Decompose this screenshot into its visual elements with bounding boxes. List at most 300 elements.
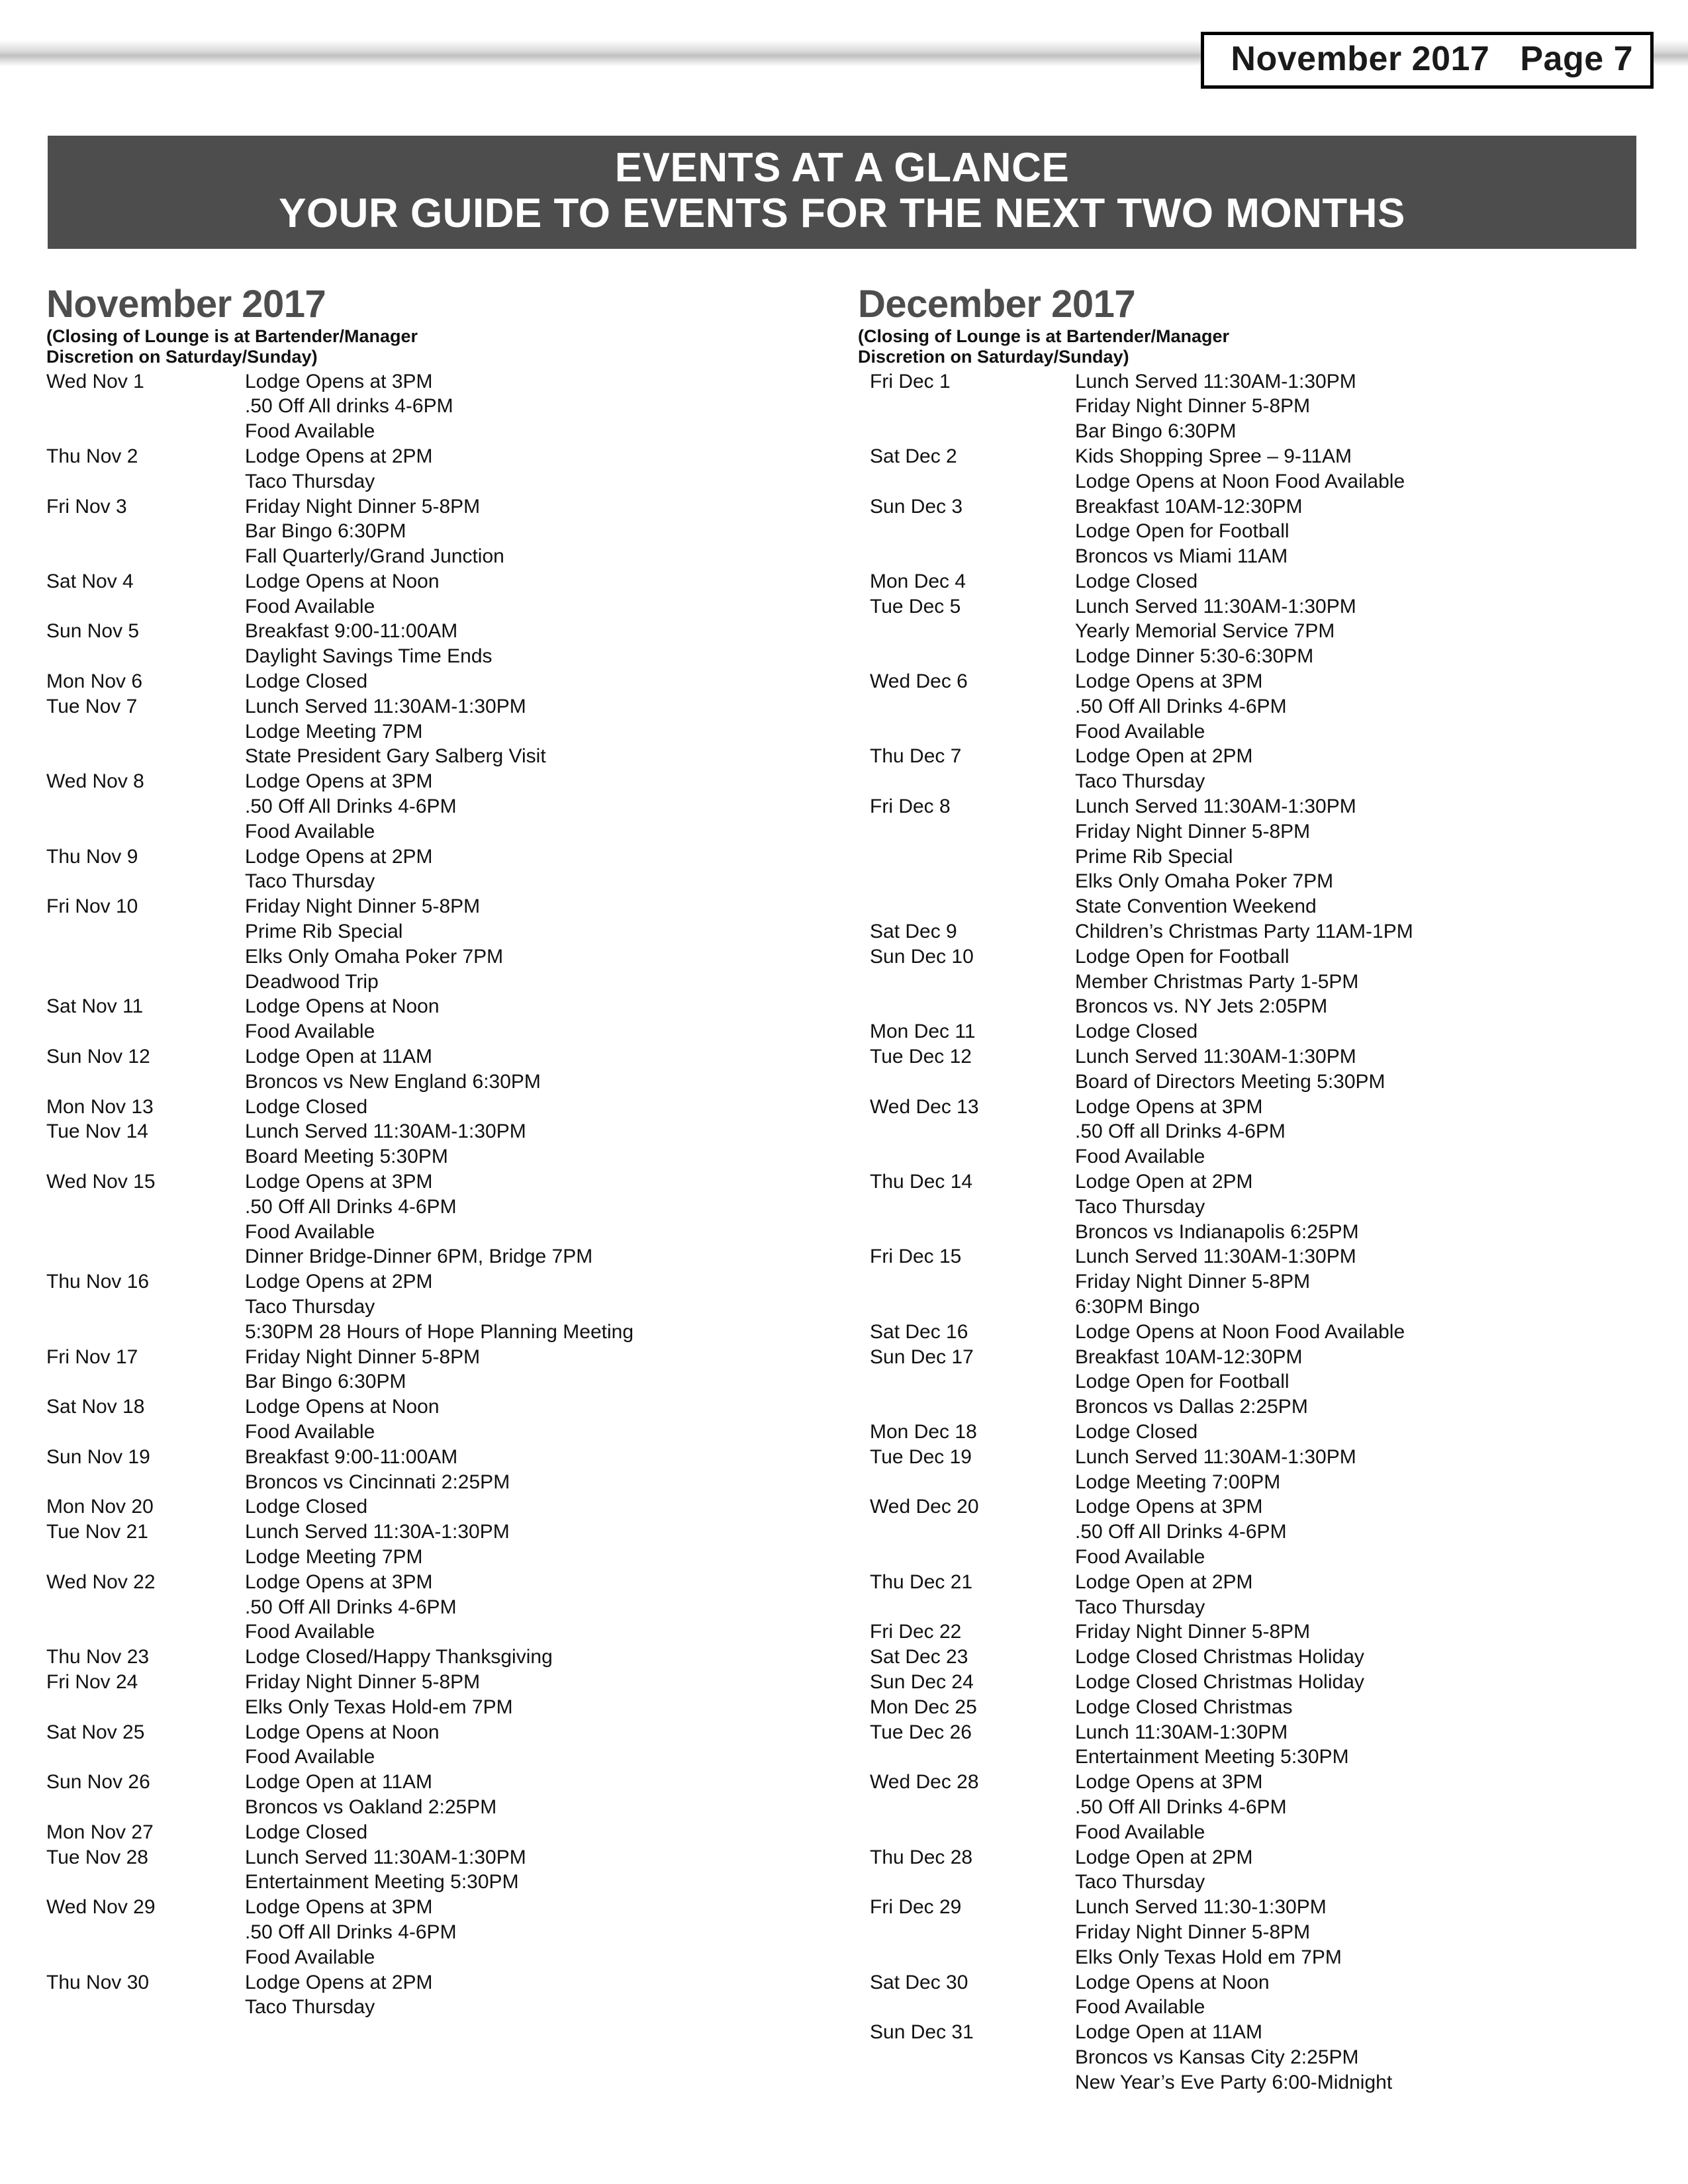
day-events: [1075, 494, 1646, 569]
day-events: [1075, 744, 1646, 794]
event-item: Lodge Opens at 3PM: [245, 370, 433, 392]
day-events: [1075, 1619, 1646, 1645]
day-events: [1075, 594, 1646, 669]
event-item: Friday Night Dinner 5-8PM: [1075, 395, 1311, 418]
event-item: Lodge Closed/Happy Thanksgiving: [245, 1646, 553, 1668]
day-label: Sat Nov 4: [46, 570, 134, 592]
day-events: [245, 1520, 834, 1570]
event-item: Lodge Opens at 2PM: [245, 445, 433, 467]
day-events: [1075, 569, 1646, 594]
schedule-row: [46, 1520, 834, 1570]
event-item: Food Available: [1075, 720, 1205, 743]
event-item: Lunch Served 11:30AM-1:30PM: [1075, 796, 1356, 818]
day-label: Tue Nov 21: [46, 1521, 148, 1543]
event-item: 6:30PM Bingo: [1075, 1296, 1200, 1318]
schedule-row: [858, 1970, 1646, 2021]
day-events: [1075, 1420, 1646, 1445]
day-label: Sat Nov 11: [46, 995, 144, 1018]
event-item: .50 Off All drinks 4-6PM: [245, 395, 453, 418]
event-item: Lodge Closed: [1075, 1021, 1198, 1043]
day-events: [1075, 1244, 1646, 1319]
day-label: Fri Dec 15: [870, 1246, 962, 1268]
day-events: [245, 1494, 834, 1520]
event-item: Friday Night Dinner 5-8PM: [245, 1345, 481, 1368]
event-item: Fall Quarterly/Grand Junction: [245, 545, 504, 568]
schedule-row: [46, 1095, 834, 1120]
day-events: [1075, 1445, 1646, 1495]
event-item: Elks Only Omaha Poker 7PM: [245, 945, 504, 968]
schedule-row: [858, 1095, 1646, 1169]
schedule-row: [858, 494, 1646, 569]
event-item: Lodge Closed: [1075, 1420, 1198, 1443]
schedule-row: [46, 1169, 834, 1269]
event-item: Dinner Bridge-Dinner 6PM, Bridge 7PM: [245, 1246, 593, 1268]
event-item: Food Available: [245, 420, 375, 443]
column-december: [858, 285, 1646, 2095]
day-label: Sun Nov 26: [46, 1771, 150, 1794]
day-events: [1075, 1845, 1646, 1895]
schedule-row: [858, 1770, 1646, 1844]
schedule-row: [46, 1970, 834, 2021]
event-item: Lodge Opens at 3PM: [1075, 1496, 1263, 1518]
schedule-row: [858, 1345, 1646, 1420]
day-events: [1075, 1345, 1646, 1420]
day-events: [245, 1720, 834, 1770]
event-item: Lodge Opens at Noon: [245, 1396, 440, 1418]
day-label: Fri Nov 3: [46, 495, 127, 518]
schedule-row: [858, 1320, 1646, 1345]
day-label: Fri Nov 10: [46, 895, 138, 918]
event-item: Lodge Open at 2PM: [1075, 745, 1253, 768]
event-item: Friday Night Dinner 5-8PM: [245, 895, 481, 918]
event-item: Lodge Closed Christmas Holiday: [1075, 1646, 1364, 1668]
day-events: [245, 1169, 834, 1269]
event-item: Lodge Open at 11AM: [245, 1046, 432, 1068]
header-month-year: November 2017: [1231, 40, 1490, 78]
day-events: [1075, 1320, 1646, 1345]
schedule-row: [858, 569, 1646, 594]
day-events: [245, 1770, 834, 1820]
day-label: Thu Dec 21: [870, 1570, 973, 1593]
note-line-1: (Closing of Lounge is at Bartender/Manager: [858, 326, 1230, 346]
event-item: State Convention Weekend: [1075, 895, 1317, 918]
day-events: [245, 1119, 834, 1169]
day-events: [245, 369, 834, 444]
event-item: Food Available: [1075, 1821, 1205, 1843]
day-label: Mon Dec 25: [870, 1696, 977, 1718]
event-item: Bar Bingo 6:30PM: [245, 1371, 406, 1393]
event-item: Elks Only Texas Hold-em 7PM: [245, 1696, 513, 1718]
event-item: Friday Night Dinner 5-8PM: [1075, 820, 1311, 842]
banner-title: EVENTS AT A GLANCE: [614, 145, 1070, 191]
event-item: Children’s Christmas Party 11AM-1PM: [1075, 921, 1413, 943]
event-item: Lodge Open at 2PM: [1075, 1171, 1253, 1193]
event-item: Taco Thursday: [245, 1296, 375, 1318]
day-label: Wed Nov 1: [46, 370, 144, 392]
event-item: Lunch Served 11:30AM-1:30PM: [1075, 1445, 1356, 1468]
event-item: .50 Off All Drinks 4-6PM: [1075, 695, 1287, 717]
day-label: Sat Dec 2: [870, 445, 957, 467]
day-label: Sun Dec 31: [870, 2021, 974, 2044]
event-item: New Year’s Eve Party 6:00-Midnight: [1075, 2071, 1393, 2093]
event-item: Lunch Served 11:30-1:30PM: [1075, 1896, 1327, 1919]
day-label: Tue Dec 19: [870, 1445, 972, 1468]
day-events: [245, 619, 834, 669]
day-events: [245, 669, 834, 694]
day-label: Tue Dec 5: [870, 595, 961, 617]
event-item: .50 Off All Drinks 4-6PM: [245, 1921, 457, 1943]
schedule-row: [858, 919, 1646, 944]
day-label: Thu Nov 16: [46, 1271, 150, 1293]
event-item: Lunch Served 11:30AM-1:30PM: [1075, 595, 1356, 617]
day-label: Wed Dec 20: [870, 1496, 979, 1518]
event-item: Lodge Opens at 2PM: [245, 845, 433, 868]
schedule-table-december: [858, 369, 1646, 2095]
schedule-row: [858, 444, 1646, 494]
schedule-row: [858, 1420, 1646, 1445]
day-events: [245, 1895, 834, 1970]
schedule-row: [46, 1269, 834, 1344]
event-item: Broncos vs New England 6:30PM: [245, 1070, 541, 1093]
day-label: Mon Nov 6: [46, 670, 143, 693]
event-item: Lodge Opens at Noon: [1075, 1971, 1270, 1993]
event-item: Food Available: [245, 1746, 375, 1768]
schedule-row: [858, 1619, 1646, 1645]
event-item: Lodge Opens at 3PM: [245, 1896, 433, 1919]
event-item: Bar Bingo 6:30PM: [1075, 420, 1237, 443]
day-events: [245, 1044, 834, 1095]
day-label: Wed Dec 13: [870, 1095, 979, 1118]
day-events: [1075, 1895, 1646, 1970]
schedule-row: [46, 444, 834, 494]
day-events: [245, 1845, 834, 1895]
banner-subtitle: YOUR GUIDE TO EVENTS FOR THE NEXT TWO MONTHS: [279, 191, 1405, 237]
day-events: [245, 1394, 834, 1445]
day-events: [245, 1570, 834, 1645]
day-label: Sat Dec 23: [870, 1646, 968, 1668]
schedule-row: [858, 1445, 1646, 1495]
day-label: Wed Nov 15: [46, 1171, 156, 1193]
event-item: Board Meeting 5:30PM: [245, 1146, 448, 1168]
event-item: Food Available: [1075, 1545, 1205, 1568]
schedule-row: [46, 619, 834, 669]
event-item: Lodge Open at 2PM: [1075, 1846, 1253, 1868]
day-label: Sun Dec 10: [870, 945, 974, 968]
day-events: [1075, 369, 1646, 444]
schedule-row: [46, 1445, 834, 1495]
event-item: Lodge Opens at 3PM: [1075, 670, 1263, 693]
event-item: Lodge Closed: [245, 1821, 368, 1843]
day-label: Sun Nov 5: [46, 620, 140, 643]
event-item: State President Gary Salberg Visit: [245, 745, 546, 768]
event-item: Lodge Opens at Noon Food Available: [1075, 1320, 1405, 1343]
day-label: Wed Dec 28: [870, 1771, 979, 1794]
event-item: Taco Thursday: [1075, 1596, 1205, 1618]
event-item: .50 Off All Drinks 4-6PM: [1075, 1521, 1287, 1543]
event-item: Lodge Opens at 3PM: [1075, 1771, 1263, 1794]
event-item: Entertainment Meeting 5:30PM: [245, 1871, 519, 1893]
schedule-row: [46, 1044, 834, 1095]
schedule-row: [46, 1645, 834, 1670]
day-events: [1075, 794, 1646, 919]
event-item: Bar Bingo 6:30PM: [245, 520, 406, 543]
event-item: Prime Rib Special: [1075, 845, 1233, 868]
event-item: Lodge Meeting 7:00PM: [1075, 1471, 1281, 1493]
event-item: Lodge Closed: [245, 1095, 368, 1118]
event-item: Lodge Open at 2PM: [1075, 1570, 1253, 1593]
event-item: Lodge Open for Football: [1075, 945, 1289, 968]
event-item: Lodge Opens at 2PM: [245, 1271, 433, 1293]
day-events: [1075, 1770, 1646, 1844]
day-events: [1075, 1720, 1646, 1770]
schedule-row: [46, 1570, 834, 1645]
event-item: Lodge Closed: [1075, 570, 1198, 592]
day-label: Thu Nov 30: [46, 1971, 150, 1993]
day-label: Thu Nov 23: [46, 1646, 150, 1668]
day-label: Thu Dec 14: [870, 1171, 973, 1193]
day-events: [1075, 944, 1646, 1019]
day-events: [245, 1970, 834, 2021]
event-item: Lunch Served 11:30AM-1:30PM: [1075, 1246, 1356, 1268]
schedule-row: [858, 1720, 1646, 1770]
event-item: Lunch Served 11:30AM-1:30PM: [245, 695, 526, 717]
day-events: [245, 894, 834, 994]
day-label: Wed Nov 22: [46, 1570, 156, 1593]
day-label: Sun Dec 24: [870, 1670, 974, 1693]
event-item: 5:30PM 28 Hours of Hope Planning Meeting: [245, 1320, 634, 1343]
event-item: .50 Off All Drinks 4-6PM: [1075, 1796, 1287, 1818]
event-item: Lodge Open at 11AM: [245, 1771, 432, 1794]
day-events: [1075, 1670, 1646, 1695]
event-item: Food Available: [245, 1621, 375, 1643]
day-label: Tue Nov 28: [46, 1846, 148, 1868]
schedule-table-november: [46, 369, 834, 2021]
event-item: Breakfast 9:00-11:00AM: [245, 1445, 458, 1468]
event-item: Broncos vs. NY Jets 2:05PM: [1075, 995, 1328, 1018]
schedule-row: [46, 369, 834, 444]
schedule-row: [858, 1244, 1646, 1319]
schedule-row: [858, 794, 1646, 919]
schedule-row: [858, 669, 1646, 744]
schedule-row: [46, 1895, 834, 1970]
event-item: Lunch Served 11:30AM-1:30PM: [1075, 1046, 1356, 1068]
event-item: Lodge Opens at 2PM: [245, 1971, 433, 1993]
day-label: Fri Nov 24: [46, 1670, 138, 1693]
event-item: Elks Only Omaha Poker 7PM: [1075, 870, 1334, 893]
event-item: Board of Directors Meeting 5:30PM: [1075, 1070, 1385, 1093]
event-item: Food Available: [245, 1220, 375, 1243]
event-item: Breakfast 10AM-12:30PM: [1075, 1345, 1303, 1368]
header-page-number: Page 7: [1520, 40, 1633, 78]
day-events: [1075, 1494, 1646, 1569]
event-item: Broncos vs Indianapolis 6:25PM: [1075, 1220, 1359, 1243]
schedule-body-november: [46, 369, 834, 2021]
calendar-columns: [46, 285, 1648, 2095]
column-title-november: November 2017: [46, 283, 326, 326]
day-label: Tue Nov 7: [46, 695, 138, 717]
day-events: [1075, 1695, 1646, 1720]
event-item: Elks Only Texas Hold em 7PM: [1075, 1946, 1342, 1968]
schedule-row: [858, 1670, 1646, 1695]
schedule-row: [858, 369, 1646, 444]
schedule-row: [46, 1820, 834, 1845]
schedule-row: [46, 1494, 834, 1520]
event-item: Lodge Closed: [245, 1496, 368, 1518]
day-label: Fri Dec 1: [870, 370, 951, 392]
column-november: [46, 285, 834, 2095]
schedule-row: [46, 1119, 834, 1169]
day-label: Fri Dec 8: [870, 796, 951, 818]
day-label: Sat Dec 9: [870, 921, 957, 943]
event-item: Lodge Meeting 7PM: [245, 1545, 423, 1568]
event-item: Taco Thursday: [245, 470, 375, 492]
schedule-row: [46, 1670, 834, 1720]
day-label: Wed Dec 6: [870, 670, 968, 693]
event-item: Food Available: [245, 1420, 375, 1443]
page-header-tag: [1201, 32, 1654, 89]
event-item: Deadwood Trip: [245, 970, 379, 993]
event-item: .50 Off All Drinks 4-6PM: [245, 1596, 457, 1618]
event-item: Taco Thursday: [1075, 1195, 1205, 1218]
event-item: Broncos vs Miami 11AM: [1075, 545, 1288, 568]
event-item: Taco Thursday: [1075, 1871, 1205, 1893]
day-events: [245, 1345, 834, 1395]
schedule-row: [46, 894, 834, 994]
event-item: Lodge Closed Christmas: [1075, 1696, 1293, 1718]
event-item: .50 Off All Drinks 4-6PM: [245, 796, 457, 818]
event-item: Lodge Opens at Noon Food Available: [1075, 470, 1405, 492]
schedule-row: [46, 669, 834, 694]
day-events: [1075, 1169, 1646, 1244]
day-events: [245, 994, 834, 1044]
day-label: Fri Nov 17: [46, 1345, 138, 1368]
day-label: Mon Nov 13: [46, 1095, 154, 1118]
schedule-row: [46, 1845, 834, 1895]
day-events: [245, 444, 834, 494]
note-line-1: (Closing of Lounge is at Bartender/Manager: [46, 326, 418, 346]
event-item: .50 Off all Drinks 4-6PM: [1075, 1120, 1286, 1143]
day-events: [245, 1445, 834, 1495]
schedule-row: [858, 1494, 1646, 1569]
day-label: Mon Nov 27: [46, 1821, 154, 1843]
day-events: [1075, 1570, 1646, 1620]
column-note-november: [46, 326, 834, 368]
day-label: Sat Dec 16: [870, 1320, 968, 1343]
day-label: Mon Nov 20: [46, 1496, 154, 1518]
day-events: [245, 769, 834, 844]
day-label: Tue Nov 14: [46, 1120, 148, 1143]
event-item: Lodge Open for Football: [1075, 520, 1289, 543]
schedule-body-december: [858, 369, 1646, 2095]
day-events: [1075, 2020, 1646, 2095]
event-item: Lodge Open at 11AM: [1075, 2021, 1262, 2044]
event-item: Friday Night Dinner 5-8PM: [1075, 1271, 1311, 1293]
day-label: Thu Dec 28: [870, 1846, 973, 1868]
day-label: Thu Nov 9: [46, 845, 138, 868]
day-label: Fri Dec 22: [870, 1621, 962, 1643]
day-events: [245, 694, 834, 769]
note-line-2: Discretion on Saturday/Sunday): [46, 347, 318, 367]
event-item: Lodge Opens at 3PM: [1075, 1095, 1263, 1118]
day-label: Sun Nov 19: [46, 1445, 150, 1468]
event-item: Breakfast 10AM-12:30PM: [1075, 495, 1303, 518]
column-title-december: December 2017: [858, 283, 1136, 326]
schedule-row: [46, 1345, 834, 1395]
schedule-row: [858, 1845, 1646, 1895]
schedule-row: [46, 494, 834, 569]
event-item: Food Available: [1075, 1996, 1205, 2019]
schedule-row: [46, 994, 834, 1044]
schedule-row: [858, 744, 1646, 794]
day-label: Sat Nov 18: [46, 1396, 145, 1418]
day-label: Mon Dec 4: [870, 570, 966, 592]
day-events: [245, 1670, 834, 1720]
schedule-row: [46, 694, 834, 769]
event-item: Food Available: [245, 1021, 375, 1043]
event-item: Lodge Opens at 3PM: [245, 770, 433, 793]
event-item: Breakfast 9:00-11:00AM: [245, 620, 458, 643]
schedule-row: [858, 1570, 1646, 1620]
day-label: Tue Dec 26: [870, 1721, 972, 1743]
note-line-2: Discretion on Saturday/Sunday): [858, 347, 1129, 367]
schedule-row: [858, 1169, 1646, 1244]
schedule-row: [858, 944, 1646, 1019]
event-item: Broncos vs Cincinnati 2:25PM: [245, 1471, 510, 1493]
day-label: Wed Nov 29: [46, 1896, 156, 1919]
day-events: [1075, 1095, 1646, 1169]
event-item: Food Available: [245, 595, 375, 617]
day-label: Tue Dec 12: [870, 1046, 972, 1068]
event-item: Daylight Savings Time Ends: [245, 645, 492, 668]
schedule-row: [46, 1770, 834, 1820]
event-item: Lunch Served 11:30A-1:30PM: [245, 1521, 510, 1543]
schedule-row: [46, 769, 834, 844]
day-events: [1075, 669, 1646, 744]
event-item: Lodge Open for Football: [1075, 1371, 1289, 1393]
event-item: Lodge Closed Christmas Holiday: [1075, 1670, 1364, 1693]
schedule-row: [858, 2020, 1646, 2095]
day-events: [1075, 1019, 1646, 1044]
event-item: Lunch Served 11:30AM-1:30PM: [1075, 370, 1356, 392]
event-item: Food Available: [245, 1946, 375, 1968]
event-item: Lodge Opens at 3PM: [245, 1171, 433, 1193]
event-item: Broncos vs Kansas City 2:25PM: [1075, 2046, 1359, 2068]
day-label: Sat Nov 25: [46, 1721, 145, 1743]
event-item: Member Christmas Party 1-5PM: [1075, 970, 1359, 993]
day-events: [1075, 919, 1646, 944]
event-item: Lunch 11:30AM-1:30PM: [1075, 1721, 1288, 1743]
day-events: [1075, 1645, 1646, 1670]
day-events: [1075, 1970, 1646, 2021]
event-item: Lodge Dinner 5:30-6:30PM: [1075, 645, 1314, 668]
schedule-row: [46, 1394, 834, 1445]
schedule-row: [858, 1895, 1646, 1970]
day-label: Mon Dec 18: [870, 1420, 977, 1443]
event-item: Prime Rib Special: [245, 921, 403, 943]
day-events: [245, 494, 834, 569]
schedule-row: [46, 844, 834, 895]
day-label: Sun Nov 12: [46, 1046, 150, 1068]
events-banner: [48, 136, 1636, 249]
schedule-row: [858, 594, 1646, 669]
day-label: Thu Dec 7: [870, 745, 962, 768]
event-item: Taco Thursday: [245, 870, 375, 893]
day-label: Sun Dec 17: [870, 1345, 974, 1368]
event-item: .50 Off All Drinks 4-6PM: [245, 1195, 457, 1218]
event-item: Lodge Opens at Noon: [245, 1721, 440, 1743]
event-item: Friday Night Dinner 5-8PM: [245, 495, 481, 518]
event-item: Lodge Opens at 3PM: [245, 1570, 433, 1593]
